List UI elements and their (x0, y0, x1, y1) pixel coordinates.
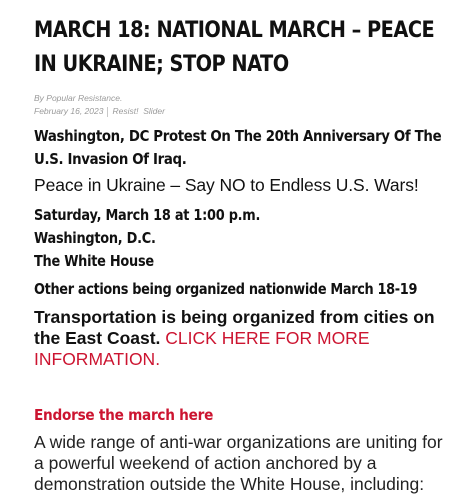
article-title: MARCH 18: NATIONAL MARCH – PEACE IN UKRAINE; STOP NATO (34, 18, 435, 77)
body-paragraph: A wide range of anti-war organizations are uniting for a powerful weekend of action anchored by a demonstration outside the White House, including: (34, 432, 443, 494)
meta-row (34, 105, 454, 118)
publish-date: February 16, 2023 (34, 106, 104, 116)
category-link-slider[interactable]: Slider (143, 106, 165, 116)
byline (34, 92, 454, 105)
transportation-text: Transportation is being organized from cities on the East Coast. (34, 307, 435, 348)
endorse-march-link[interactable]: Endorse the march here (34, 406, 214, 424)
event-city: Washington, D.C. (34, 229, 156, 247)
category-link-resist[interactable]: Resist! (112, 106, 139, 116)
subtitle-iraq-anniversary: Washington, DC Protest On The 20th Anniversary Of The U.S. Invasion Of Iraq. (34, 127, 442, 168)
event-details (34, 204, 447, 273)
article-meta (34, 92, 454, 118)
event-datetime: Saturday, March 18 at 1:00 p.m. (34, 206, 261, 224)
event-venue: The White House (34, 252, 154, 270)
more-info-link[interactable]: CLICK HERE FOR MORE INFORMATION. (34, 328, 370, 369)
other-actions-heading: Other actions being organized nationwide March 18-19 (34, 280, 418, 298)
subtitle-peace-ukraine: Peace in Ukraine – Say NO to Endless U.S. Wars! (34, 175, 419, 195)
transportation-paragraph (34, 307, 454, 370)
article (34, 0, 454, 495)
author-link[interactable]: By Popular Resistance. (34, 93, 123, 103)
meta-divider (107, 107, 108, 117)
